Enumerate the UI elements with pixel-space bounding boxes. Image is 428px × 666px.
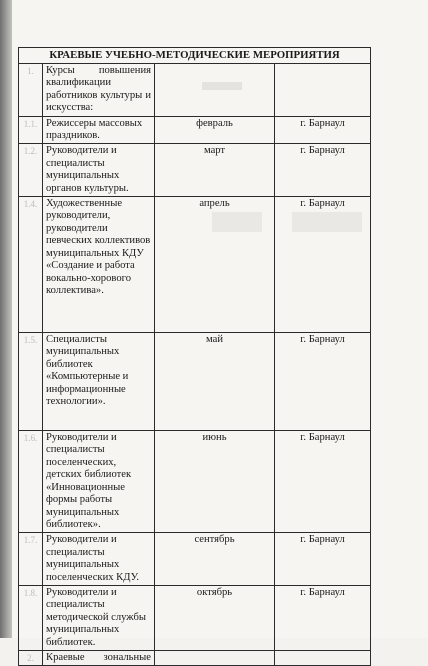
table-heading: КРАЕВЫЕ УЧЕБНО-МЕТОДИЧЕСКИЕ МЕРОПРИЯТИЯ <box>19 48 371 64</box>
table-row <box>19 650 371 665</box>
row-number: 1.4. <box>19 197 43 333</box>
row-place <box>275 650 371 665</box>
row-place: г. Барнаул <box>275 333 371 431</box>
row-number: 1.7. <box>19 533 43 586</box>
events-table <box>18 47 371 666</box>
table-row <box>19 333 371 431</box>
row-number: 1.2. <box>19 144 43 197</box>
row-number: 2. <box>19 650 43 665</box>
table-row <box>19 197 371 333</box>
row-place: г. Барнаул <box>275 431 371 533</box>
row-event-name: Руководители и специалисты методической службы муниципальных библиотек. <box>43 585 155 650</box>
table-row <box>19 431 371 533</box>
row-place: г. Барнаул <box>275 585 371 650</box>
row-place: г. Барнаул <box>275 116 371 144</box>
row-month: май <box>155 333 275 431</box>
row-month: сентябрь <box>155 533 275 586</box>
row-event-name: Руководители и специалисты поселенческих, детских библиотек «Инновационные формы работы муниципальных библиотек». <box>43 431 155 533</box>
row-month: апрель <box>155 197 275 333</box>
table-row <box>19 533 371 586</box>
row-number: 1.5. <box>19 333 43 431</box>
row-month: февраль <box>155 116 275 144</box>
table-row <box>19 64 371 117</box>
row-event-name: Руководители и специалисты муниципальных поселенческих КДУ. <box>43 533 155 586</box>
row-event-name: Курсы повышения квалификации работников культуры и искусства: <box>43 64 155 117</box>
row-month <box>155 64 275 117</box>
row-number: 1. <box>19 64 43 117</box>
row-event-name: Специалисты муниципальных библиотек «Компьютерные и информационные технологии». <box>43 333 155 431</box>
row-place: г. Барнаул <box>275 197 371 333</box>
row-month: октябрь <box>155 585 275 650</box>
row-place: г. Барнаул <box>275 144 371 197</box>
table-row <box>19 116 371 144</box>
table-row <box>19 585 371 650</box>
table-heading-row <box>19 48 371 64</box>
row-number: 1.8. <box>19 585 43 650</box>
row-event-name: Художественные руководители, руководители певческих коллективов муниципальных КДУ «Создание и работа вокально-хорового коллектива». <box>43 197 155 333</box>
row-month <box>155 650 275 665</box>
table-row <box>19 144 371 197</box>
row-month: март <box>155 144 275 197</box>
row-event-name: Краевые зональные <box>43 650 155 665</box>
events-table-body <box>19 48 371 666</box>
row-event-name: Руководители и специалисты муниципальных органов культуры. <box>43 144 155 197</box>
row-place <box>275 64 371 117</box>
row-number: 1.1. <box>19 116 43 144</box>
row-number: 1.6. <box>19 431 43 533</box>
row-event-name: Режиссеры массовых праздников. <box>43 116 155 144</box>
row-month: июнь <box>155 431 275 533</box>
row-place: г. Барнаул <box>275 533 371 586</box>
